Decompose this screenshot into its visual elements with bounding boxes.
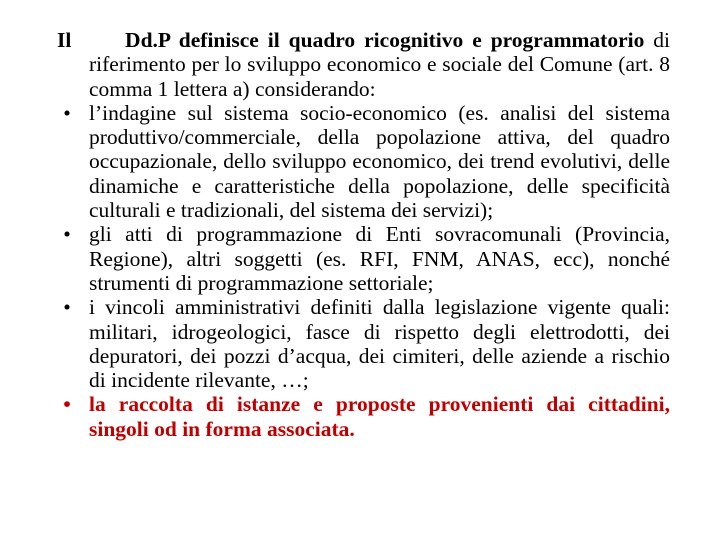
slide-body [57,28,670,441]
list-item-text: l’indagine sul sistema socio-economico (es. analisi del sistema produttivo/commerciale, della popolazione attiva, del quadro occupazionale, dello sviluppo economico, dei trend evolutivi, delle dinamiche e caratteristiche della popolazione, delle specificità culturali e tradizionali, del sistema dei servizi); [89,100,670,223]
list-item-highlighted [57,392,670,441]
intro-label: Il [57,28,72,52]
bullet-icon: • [63,295,71,320]
bullet-icon: • [63,222,71,247]
list-item-text: la raccolta di istanze e proposte provenienti dai cittadini, singoli od in forma associata. [89,392,670,441]
intro-spacer [80,28,116,52]
list-item [57,101,670,222]
list-item [57,295,670,392]
list-item-text: i vincoli amministrativi definiti dalla legislazione vigente quali: militari, idrogeologici, fasce di rispetto degli elettrodotti, dei depuratori, dei pozzi d’acqua, dei cimiteri, delle aziende a rischio di incidente rilevante, …; [89,295,670,393]
intro-bold-text: Dd.P definisce il quadro ricognitivo e programmatorio [125,28,645,52]
bullet-icon: • [63,100,71,125]
intro-rest-text: di riferimento per lo sviluppo economico e sociale del Comune (art. 8 comma 1 lettera a) considerando: [89,28,671,101]
criteria-list [57,101,670,441]
bullet-icon: • [63,392,71,417]
list-item-text: gli atti di programmazione di Enti sovracomunali (Provincia, Regione), altri soggetti (es. RFI, FNM, ANAS, ecc), nonché strumenti di programmazione settoriale; [89,222,670,295]
list-item [57,222,670,295]
intro-paragraph [57,28,670,101]
